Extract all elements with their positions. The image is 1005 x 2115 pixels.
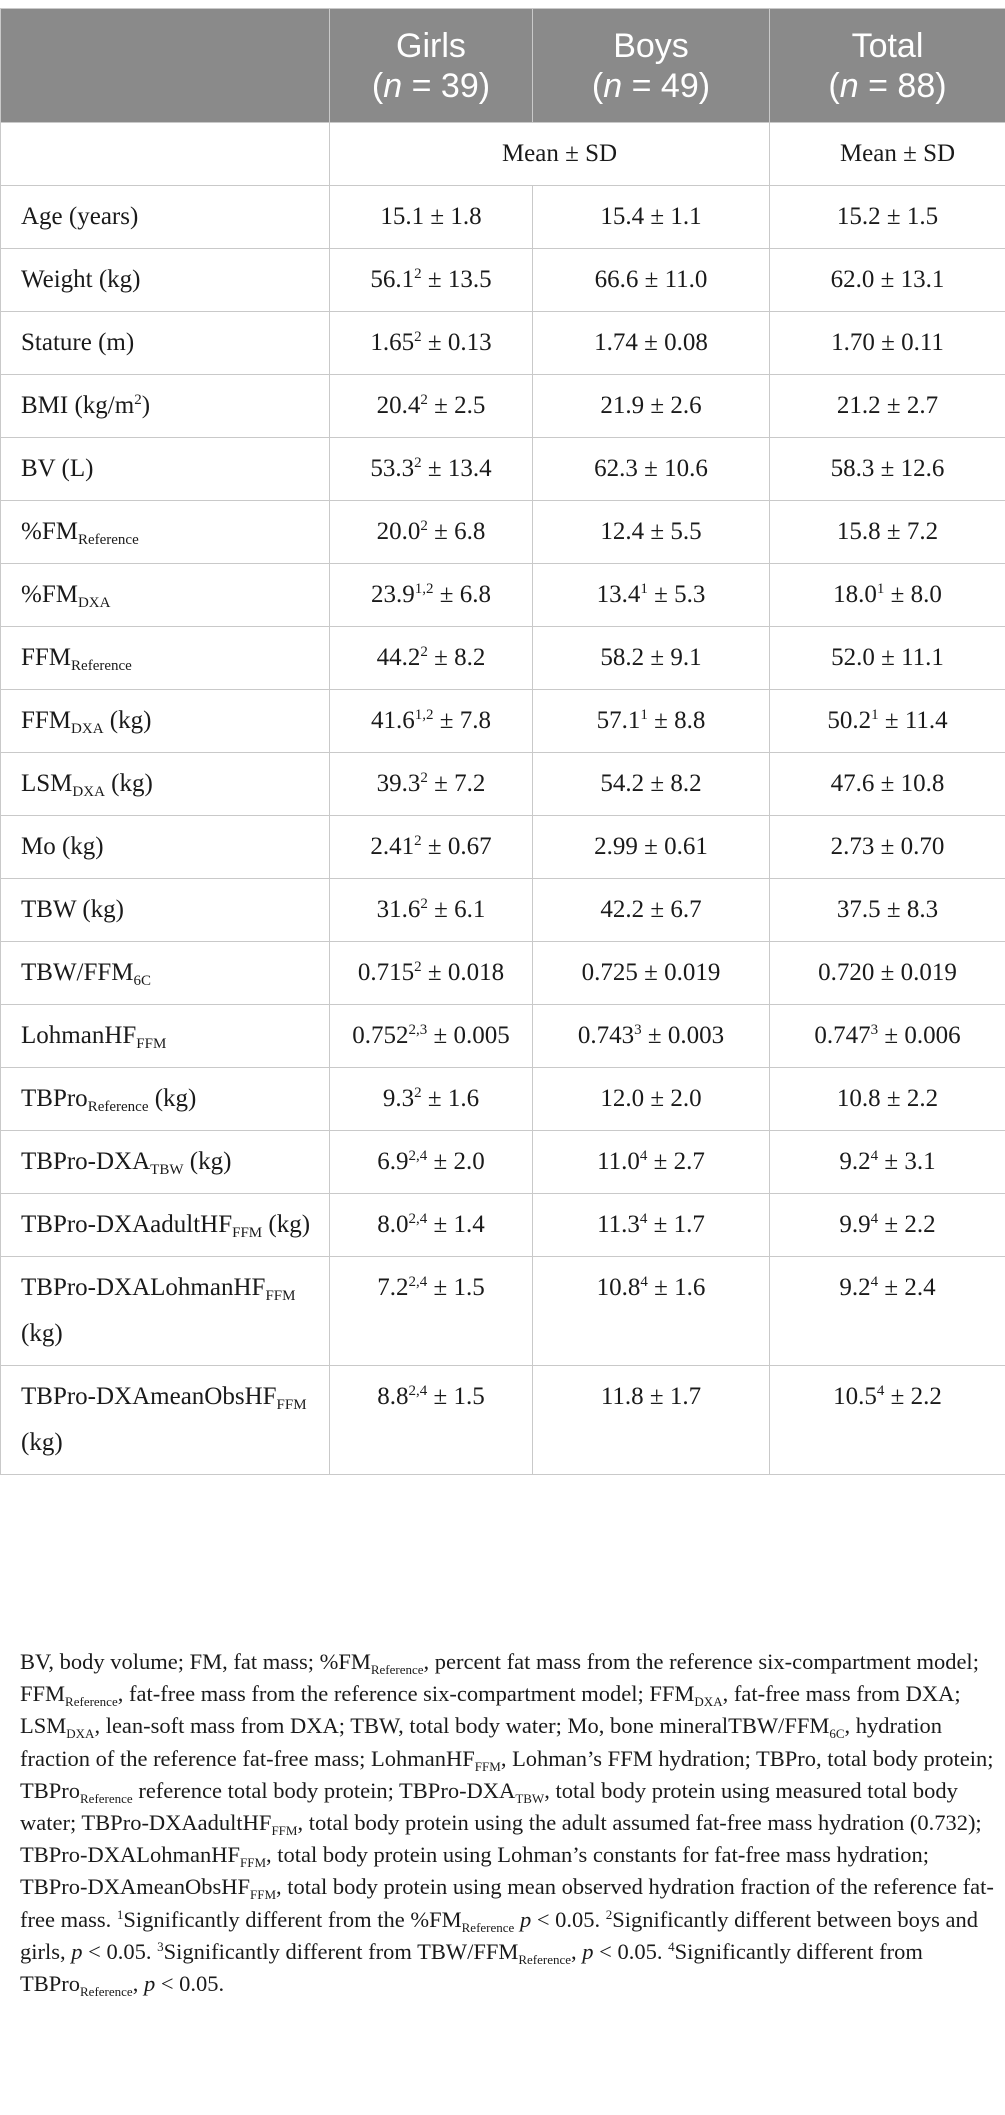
row-label: $FFM_{Reference}$	[1, 627, 330, 690]
stat-subheader-row	[1, 123, 1005, 186]
row-label: BV (L)	[1, 438, 330, 501]
total-value: $9.2^4 \pm 2.4$	[770, 1257, 1005, 1366]
table-row	[1, 1194, 1005, 1257]
girls-value: $1.65^2 \pm 0.13$	[330, 312, 533, 375]
girls-value: $0.715^2 \pm 0.018$	[330, 942, 533, 1005]
girls-value: $23.9^{1,2} \pm 6.8$	[330, 564, 533, 627]
total-value: $9.9^4 \pm 2.2$	[770, 1194, 1005, 1257]
total-value: 1.70 ± 0.11	[770, 312, 1005, 375]
boys-value: $11.0^4 \pm 2.7$	[533, 1131, 770, 1194]
row-label: TBPro-$DXA_{TBW}$ (kg)	[1, 1131, 330, 1194]
total-value: 15.2 ± 1.5	[770, 186, 1005, 249]
total-value: 21.2 ± 2.7	[770, 375, 1005, 438]
table-row	[1, 1257, 1005, 1366]
table-row	[1, 816, 1005, 879]
boys-value: 0.725 ± 0.019	[533, 942, 770, 1005]
header-boys-name: Boys	[613, 26, 689, 65]
boys-value: 42.2 ± 6.7	[533, 879, 770, 942]
row-label: $\%FM_{DXA}$	[1, 564, 330, 627]
table-row	[1, 501, 1005, 564]
table-row	[1, 438, 1005, 501]
total-value: 0.720 ± 0.019	[770, 942, 1005, 1005]
total-value: 37.5 ± 8.3	[770, 879, 1005, 942]
girls-value: 15.1 ± 1.8	[330, 186, 533, 249]
boys-value: 1.74 ± 0.08	[533, 312, 770, 375]
row-label: TBPro-DXAmeanObsHF$_{FFM}$ (kg)	[1, 1366, 330, 1475]
row-label: Age (years)	[1, 186, 330, 249]
boys-value: 66.6 ± 11.0	[533, 249, 770, 312]
table-row	[1, 375, 1005, 438]
row-label: TBPro-DXAadultHF$_{FFM}$ (kg)	[1, 1194, 330, 1257]
stat-label-total: Mean ± SD	[770, 123, 1005, 186]
boys-value: 12.0 ± 2.0	[533, 1068, 770, 1131]
table-row	[1, 249, 1005, 312]
row-label: TBW/$FFM_{6C}$	[1, 942, 330, 1005]
table-row	[1, 942, 1005, 1005]
row-label: TBW (kg)	[1, 879, 330, 942]
table-row	[1, 1131, 1005, 1194]
row-label: $FFM_{DXA}$ (kg)	[1, 690, 330, 753]
header-girls: Girls (n = 39)	[330, 9, 533, 123]
total-value: 62.0 ± 13.1	[770, 249, 1005, 312]
total-value: 15.8 ± 7.2	[770, 501, 1005, 564]
girls-value: $44.2^2 \pm 8.2$	[330, 627, 533, 690]
total-value: $18.0^1 \pm 8.0$	[770, 564, 1005, 627]
boys-value: $57.1^1 \pm 8.8$	[533, 690, 770, 753]
header-blank-cell	[1, 9, 330, 123]
stat-label-girls-boys: Mean ± SD	[330, 123, 770, 186]
girls-value: $56.1^2 \pm 13.5$	[330, 249, 533, 312]
girls-value: $7.2^{2,4} \pm 1.5$	[330, 1257, 533, 1366]
girls-value: $0.752^{2,3} \pm 0.005$	[330, 1005, 533, 1068]
total-value: 47.6 ± 10.8	[770, 753, 1005, 816]
row-label: TBPro$_{Reference}$ (kg)	[1, 1068, 330, 1131]
total-value: $10.5^4 \pm 2.2$	[770, 1366, 1005, 1475]
boys-value: $0.743^3 \pm 0.003$	[533, 1005, 770, 1068]
row-label: $LSM_{DXA}$ (kg)	[1, 753, 330, 816]
boys-value: 54.2 ± 8.2	[533, 753, 770, 816]
header-total-name: Total	[851, 26, 924, 65]
girls-value: $53.3^2 \pm 13.4$	[330, 438, 533, 501]
girls-value: $8.8^{2,4} \pm 1.5$	[330, 1366, 533, 1475]
table-row	[1, 312, 1005, 375]
row-label: Weight (kg)	[1, 249, 330, 312]
total-value: 52.0 ± 11.1	[770, 627, 1005, 690]
boys-value: 62.3 ± 10.6	[533, 438, 770, 501]
table-row	[1, 753, 1005, 816]
table-row	[1, 1005, 1005, 1068]
total-value: $0.747^3 \pm 0.006$	[770, 1005, 1005, 1068]
table-row	[1, 879, 1005, 942]
boys-value: 21.9 ± 2.6	[533, 375, 770, 438]
boys-value: $11.3^4 \pm 1.7$	[533, 1194, 770, 1257]
girls-value: $2.41^2 \pm 0.67$	[330, 816, 533, 879]
total-value: 58.3 ± 12.6	[770, 438, 1005, 501]
table-row	[1, 1068, 1005, 1131]
row-label: $\%FM_{Reference}$	[1, 501, 330, 564]
table-row	[1, 186, 1005, 249]
table-body	[1, 123, 1005, 1475]
header-total: Total (n = 88)	[770, 9, 1005, 123]
boys-value: 15.4 ± 1.1	[533, 186, 770, 249]
total-value: $50.2^1 \pm 11.4$	[770, 690, 1005, 753]
total-value: 2.73 ± 0.70	[770, 816, 1005, 879]
girls-value: $8.0^{2,4} \pm 1.4$	[330, 1194, 533, 1257]
girls-value: $31.6^2 \pm 6.1$	[330, 879, 533, 942]
row-label: BMI $(kg/m^2)$	[1, 375, 330, 438]
data-table	[0, 8, 1005, 1475]
table-row	[1, 627, 1005, 690]
row-label: TBPro-DXALohmanHF$_{FFM}$ (kg)	[1, 1257, 330, 1366]
girls-value: $9.3^2 \pm 1.6$	[330, 1068, 533, 1131]
girls-value: $6.9^{2,4} \pm 2.0$	[330, 1131, 533, 1194]
table-row	[1, 564, 1005, 627]
girls-value: $39.3^2 \pm 7.2$	[330, 753, 533, 816]
subheader-blank-cell	[1, 123, 330, 186]
boys-value: 11.8 ± 1.7	[533, 1366, 770, 1475]
boys-value: $13.4^1 \pm 5.3$	[533, 564, 770, 627]
header-boys: Boys (n = 49)	[533, 9, 770, 123]
boys-value: 12.4 ± 5.5	[533, 501, 770, 564]
boys-value: 58.2 ± 9.1	[533, 627, 770, 690]
girls-value: $41.6^{1,2} \pm 7.8$	[330, 690, 533, 753]
total-value: 10.8 ± 2.2	[770, 1068, 1005, 1131]
header-girls-name: Girls	[396, 26, 466, 65]
girls-value: $20.4^2 \pm 2.5$	[330, 375, 533, 438]
table-header	[1, 9, 1005, 123]
table-footnote: BV, body volume; FM, fat mass; $\%FM_{Reference}$, percent fat mass from the reference six-compartment model; $FFM_{Reference}$, fat-free mass from the reference six-compartment model; $FFM_{DXA}$, fat-free mass from DXA; $LSM_{DXA}$, lean-soft mass from DXA; TBW, total body water; Mo, bone mineralTBW/$FFM_{6C}$, hydration fraction of the reference fat-free mass; LohmanHF$_{FFM}$, Lohman’s FFM hydration; TBPro, total body protein; TBPro$_{Reference}$ reference total body protein; TBPro-$DXA_{TBW}$, total body protein using measured total body water; TBPro-DXAadultHF$_{FFM}$, total body protein using the adult assumed fat-free mass hydration (0.732); TBPro-DXALohmanHF$_{FFM}$, total body protein using Lohman’s constants for fat-free mass hydration; TBPro-DXAmeanObsHF$_{FFM}$, total body protein using mean observed hydration fraction of the reference fat-free mass. $^1$Significantly different from the $\%FM_{Reference}$ p < 0.05. $^2$Significantly different between boys and girls, p < 0.05. $^3$Significantly different from TBW/$FFM_{Reference}$, p < 0.05. $^4$Significantly different from TBPro$_{Reference}$, p < 0.05.	[20, 1649, 994, 2000]
table-row	[1, 690, 1005, 753]
girls-value: $20.0^2 \pm 6.8$	[330, 501, 533, 564]
boys-value: $10.8^4 \pm 1.6$	[533, 1257, 770, 1366]
row-label: Mo (kg)	[1, 816, 330, 879]
table-row	[1, 1366, 1005, 1475]
total-value: $9.2^4 \pm 3.1$	[770, 1131, 1005, 1194]
row-label: Stature (m)	[1, 312, 330, 375]
row-label: LohmanHF$_{FFM}$	[1, 1005, 330, 1068]
boys-value: 2.99 ± 0.61	[533, 816, 770, 879]
